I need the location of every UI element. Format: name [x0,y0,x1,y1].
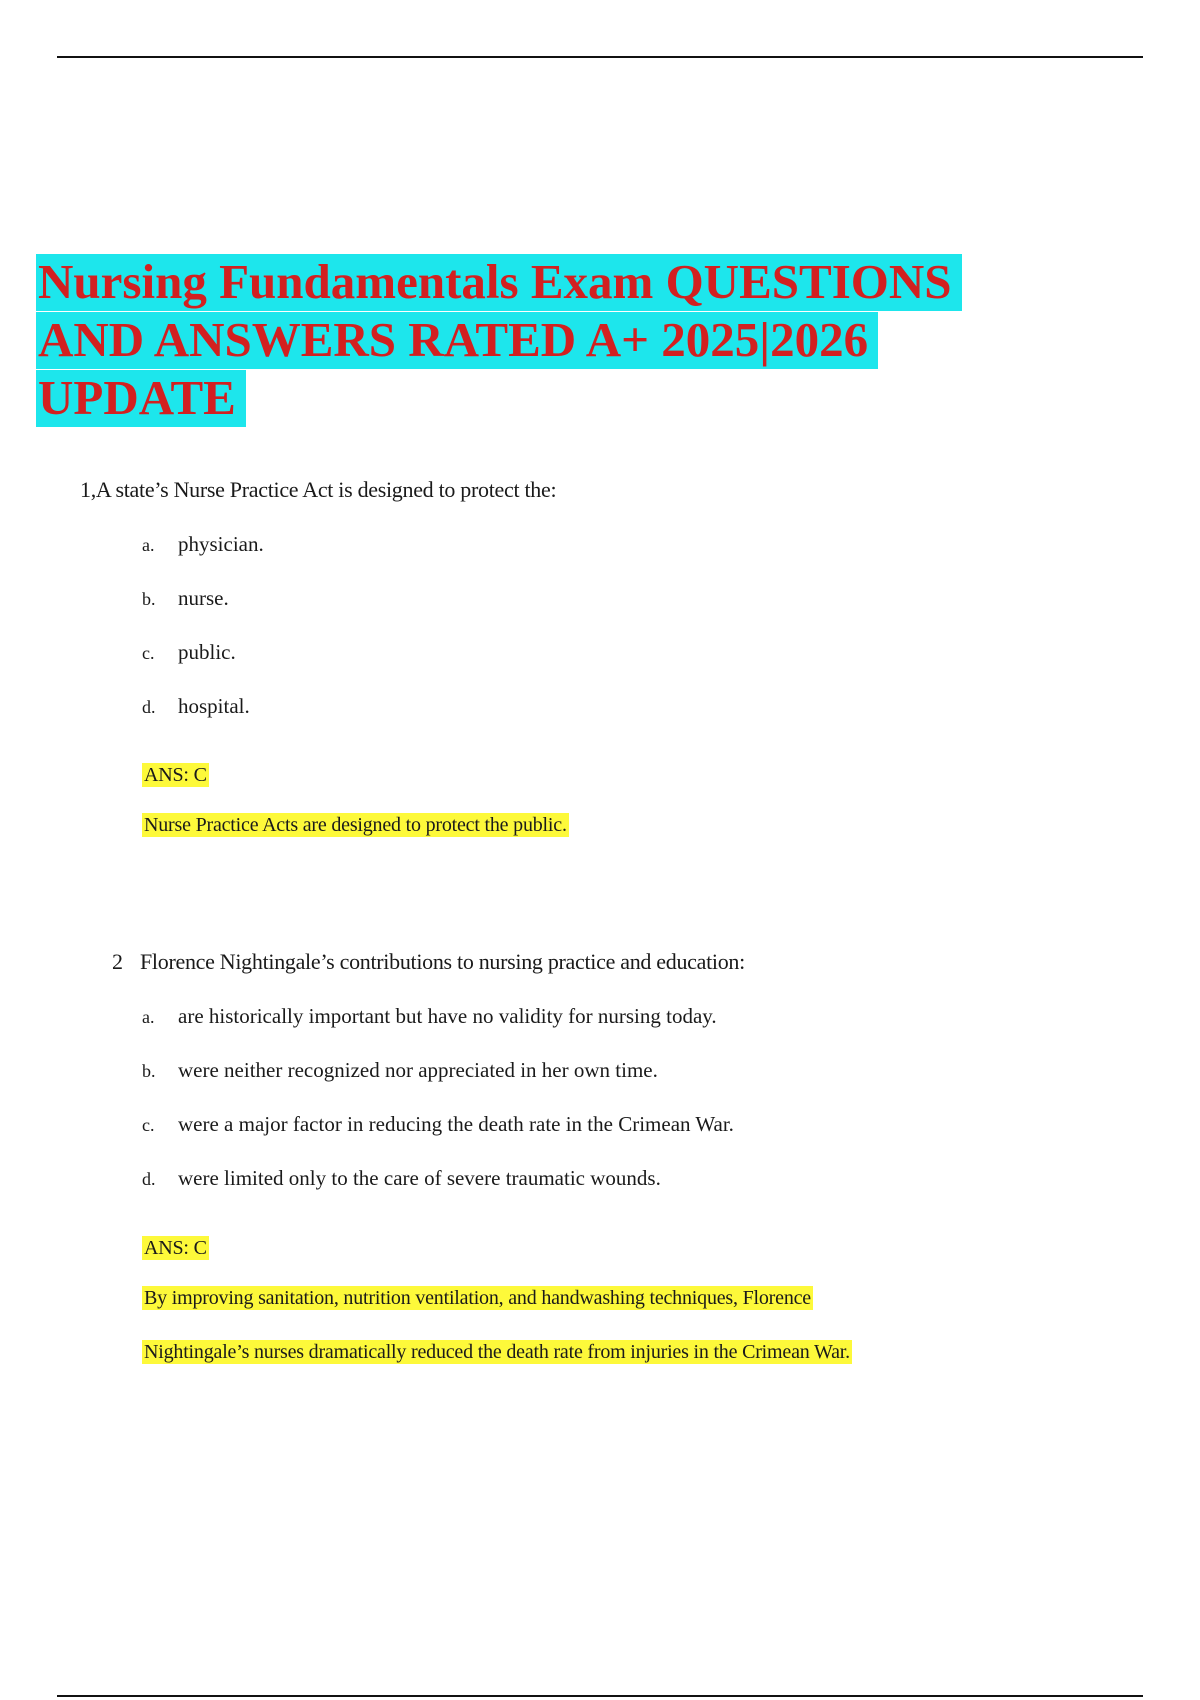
option-letter: d. [142,1169,156,1189]
option-text: physician. [178,532,264,556]
answer-key: ANS: C [144,764,207,786]
option-text: public. [178,640,236,664]
question-2-option-d [142,1166,661,1191]
question-2-option-b [142,1058,658,1083]
bottom-rule [57,1695,1143,1697]
question-2-option-a [142,1004,717,1029]
rationale-line: By improving sanitation, nutrition ventilation, and handwashing techniques, Florence [144,1287,811,1309]
option-text: were a major factor in reducing the death rate in the Crimean War. [178,1112,734,1136]
option-letter: a. [142,1007,155,1027]
question-2-rationale-line-2 [142,1341,852,1364]
title-line-2: AND ANSWERS RATED A+ 2025|2026 [36,312,878,369]
title-line-1: Nursing Fundamentals Exam QUESTIONS [36,254,962,311]
question-1-answer [142,764,209,787]
question-2-rationale-line-1 [142,1287,813,1310]
title-line-3: UPDATE [36,370,246,427]
question-1-option-c [142,640,236,665]
option-letter: d. [142,697,156,717]
option-text: nurse. [178,586,229,610]
rationale-line: Nightingale’s nurses dramatically reduced the death rate from injuries in the Crimean War. [144,1341,850,1363]
option-text: are historically important but have no validity for nursing today. [178,1004,717,1028]
answer-key: ANS: C [144,1237,207,1259]
document-title [36,253,1136,427]
question-2-stem: Florence Nightingale’s contributions to nursing practice and education: [140,949,745,974]
question-2-stem-row [112,949,745,975]
option-letter: b. [142,1061,156,1081]
question-1-option-d [142,694,250,719]
question-2-answer [142,1237,209,1260]
option-letter: c. [142,1115,155,1135]
option-text: hospital. [178,694,250,718]
question-1-stem: 1,A state’s Nurse Practice Act is designed to protect the: [80,477,557,502]
top-rule [57,56,1143,58]
question-1-option-a [142,532,264,557]
question-2-option-c [142,1112,734,1137]
rationale-line: Nurse Practice Acts are designed to protect the public. [144,814,567,836]
option-letter: c. [142,643,155,663]
question-number: 2 [112,949,123,974]
option-text: were neither recognized nor appreciated in her own time. [178,1058,658,1082]
option-letter: a. [142,535,155,555]
question-1-option-b [142,586,229,611]
question-1-rationale [142,814,569,837]
option-text: were limited only to the care of severe traumatic wounds. [178,1166,661,1190]
option-letter: b. [142,589,156,609]
